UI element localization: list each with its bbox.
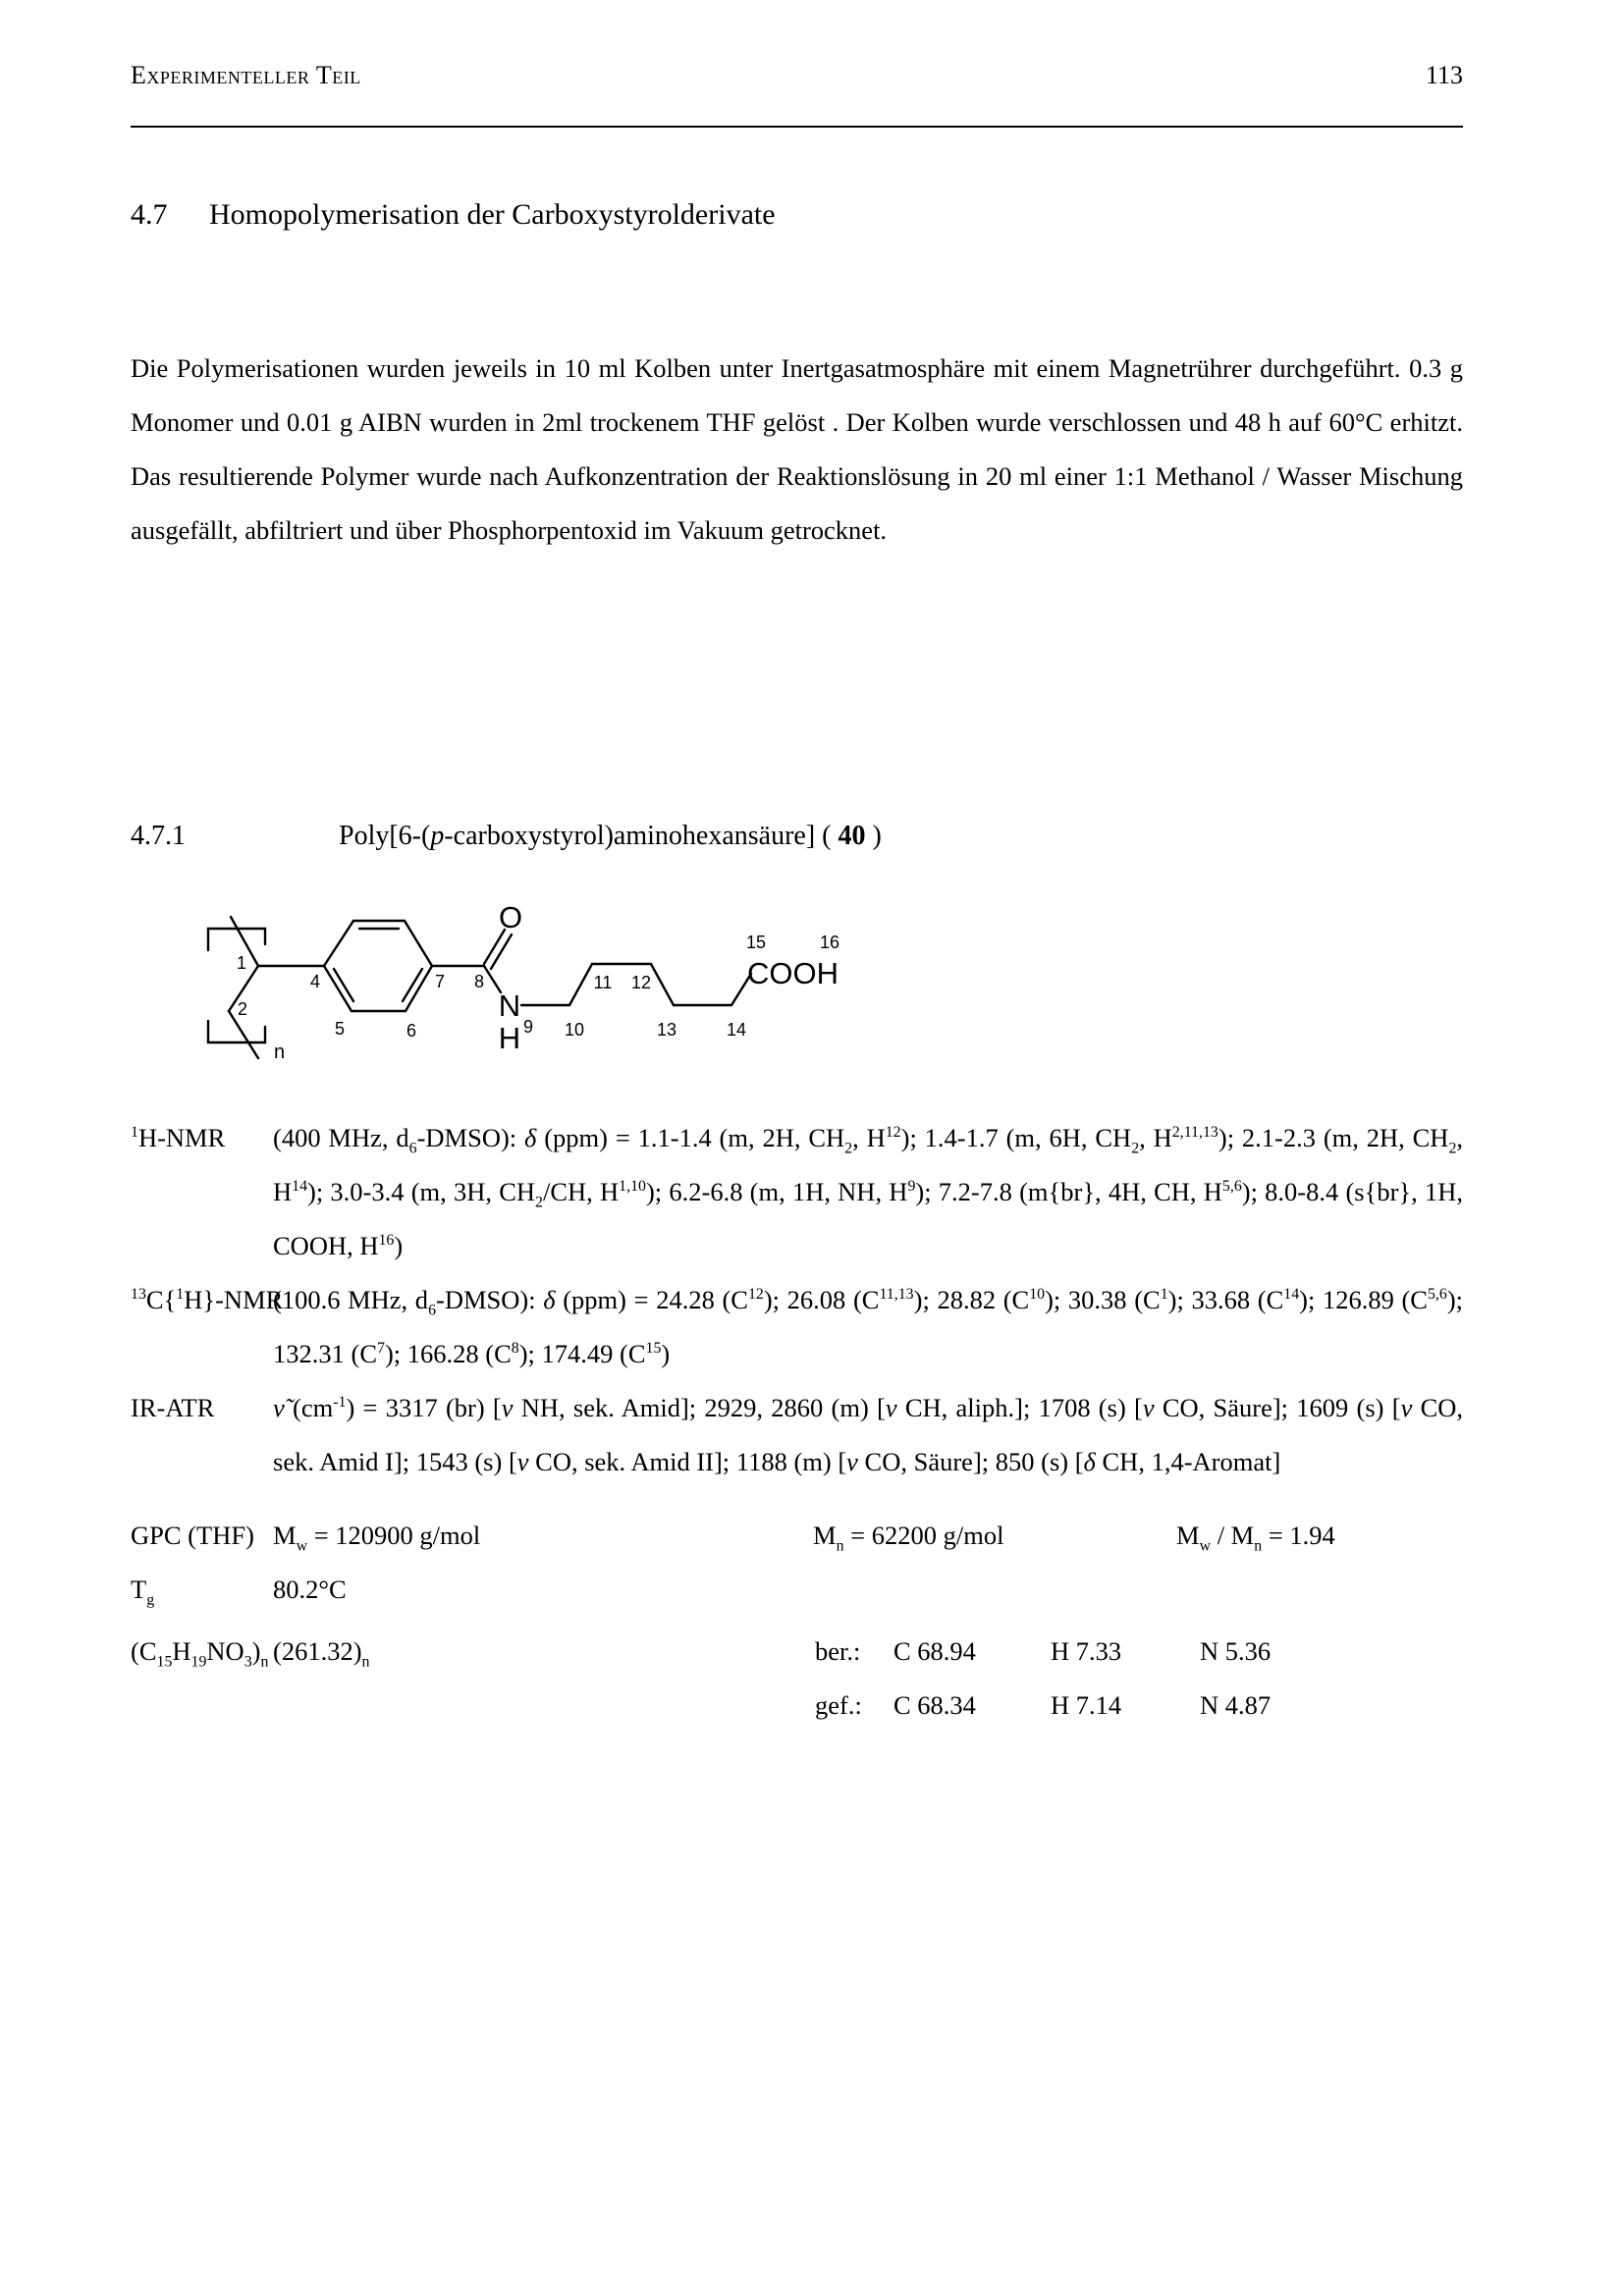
elemental-key: gef.: (815, 1690, 862, 1720)
polymer-structure-drawing (131, 878, 896, 1084)
mn-value: $M_n = 62200$ g/mol (813, 1521, 1004, 1555)
repeat-index-label: n (274, 1041, 286, 1063)
label-position-2: 2 (237, 999, 248, 1019)
subsection-number: 4.7.1 (131, 821, 186, 851)
elemental-hydrogen: H 7.33 (1051, 1636, 1122, 1666)
header-divider (131, 126, 1463, 128)
property-label-c-nmr: $^{13}$C{$^1$H}-NMR (131, 1285, 284, 1314)
label-position-10: 10 (564, 1020, 585, 1040)
property-label-gpc: GPC (THF) (131, 1521, 254, 1550)
label-position-1: 1 (236, 953, 246, 973)
elemental-hydrogen: H 7.14 (1051, 1690, 1122, 1720)
elemental-carbon: C 68.94 (893, 1636, 976, 1666)
page-number: 113 (1425, 61, 1463, 89)
elemental-analysis (815, 1625, 1463, 1733)
subsection-title: Poly[6-(p-carboxystyrol)aminohexansäure] ( 40 ) (339, 821, 882, 851)
property-row-c-nmr (131, 1273, 1463, 1381)
property-label-tg: $T_g$ (131, 1575, 155, 1609)
nitrogen-atom-label: N (498, 988, 521, 1023)
tg-value: 80.2°C (273, 1575, 347, 1604)
sum-formula-label: $(C_{15}H_{19}NO_3)_n$ (131, 1636, 269, 1671)
label-position-9: 9 (523, 1017, 534, 1037)
elemental-row-calculated (815, 1625, 1463, 1679)
intro-paragraph: Die Polymerisationen wurden jeweils in 10 ml Kolben unter Inertgasatmosphäre mit einem Magnetrührer durchgeführt. 0.3 g Monomer und 0.01 g AIBN wurden in 2ml trockenem THF gelöst . Der Kolben wurde verschlossen und 48 h auf 60°C erhitzt. Das resultierende Polymer wurde nach Aufkonzentration der Reaktionslösung in 20 ml einer 1:1 Methanol / Wasser Mischung ausgefällt, abfiltriert und über Phosphorpentoxid im Vakuum getrocknet. (131, 353, 1463, 545)
section-number: 4.7 (131, 198, 168, 231)
section-title: Homopolymerisation der Carboxystyrolderivate (209, 198, 776, 231)
label-position-16: 16 (819, 933, 840, 952)
elemental-row-found (815, 1679, 1463, 1733)
label-position-13: 13 (656, 1020, 677, 1040)
property-row-tg (131, 1563, 1463, 1617)
property-row-gpc (131, 1509, 1463, 1563)
label-position-4: 4 (309, 972, 320, 991)
elemental-carbon: C 68.34 (893, 1690, 976, 1720)
label-position-7: 7 (434, 972, 446, 991)
property-row-ir-atr (131, 1381, 1463, 1489)
molar-mass-value: $(261.32)_n$ (273, 1636, 370, 1671)
oxygen-atom-label: O (498, 900, 523, 934)
chemical-structure-figure (131, 878, 1463, 1084)
mw-value: $M_w = 120900$ g/mol (273, 1521, 481, 1555)
cooh-group-label: COOH (747, 956, 839, 990)
label-position-8: 8 (473, 972, 485, 991)
pdi-value: $M_w / M_n = 1.94$ (1176, 1521, 1335, 1555)
label-position-5: 5 (334, 1019, 346, 1039)
header-title: Experimenteller Teil (131, 61, 361, 89)
property-label-ir-atr: IR-ATR (131, 1393, 215, 1422)
label-position-14: 14 (726, 1020, 747, 1040)
subsection-heading (131, 821, 1463, 852)
characterization-list (131, 1111, 1463, 1733)
property-value-h-nmr: (400 MHz, $d_6-DMSO$): δ (ppm) = 1.1-1.4 (m, 2H, $CH_2$, $H^{12}$); 1.4-1.7 (m, 6H, $CH_2$, H$^{2,11,13}$); 2.1-2.3 (m, 2H, $CH_2$, $H^{14}$); 3.0-3.4 (m, 3H, $CH_2/CH$, H$^{1,10}$); 6.2-6.8 (m, 1H, NH, $H^9$); 7.2-7.8 (m{br}, 4H, CH, H$^{5,6}$); 8.0-8.4 (s{br}, 1H, COOH, $H^{16}$) (273, 1123, 1464, 1260)
amide-hydrogen-label: H (498, 1021, 521, 1055)
property-value-c-nmr: (100.6 MHz, $d_6-DMSO$): δ (ppm) = 24.28 $(C^{12})$; 26.08 $(C^{11,13})$; 28.82 $(C^{10})$; 30.38 $(C^1)$; 33.68 $(C^{14})$; 126.89 $(C^{5,6})$; 132.31 $(C^7)$; 166.28 $(C^8)$; 174.49 $(C^{15})$ (273, 1285, 1464, 1368)
property-value-ir-atr: ν̃ $(cm^{-1}) = 3317$ (br) [ν NH, sek. Amid]; 2929, 2860 (m) [ν CH, aliph.]; 1708 (s) [ν CO, Säure]; 1609 (s) [ν CO, sek. Amid I]; 1543 (s) [ν CO, sek. Amid II]; 1188 (m) [ν CO, Säure]; 850 (s) [δ CH, 1,4-Aromat] (273, 1393, 1464, 1476)
label-position-12: 12 (630, 973, 652, 992)
position-number-labels (237, 933, 839, 1063)
elemental-nitrogen: N 4.87 (1200, 1690, 1271, 1720)
property-row-formula (131, 1625, 1463, 1733)
label-position-11: 11 (593, 973, 613, 992)
elemental-nitrogen: N 5.36 (1200, 1636, 1271, 1666)
label-position-6: 6 (406, 1021, 417, 1041)
elemental-key: ber.: (815, 1636, 861, 1666)
property-row-h-nmr (131, 1111, 1463, 1273)
formula-values (273, 1625, 1463, 1733)
property-label-h-nmr: $^1$H-NMR (131, 1123, 226, 1152)
gpc-values (273, 1509, 1463, 1563)
running-header (131, 61, 1463, 90)
section-heading (131, 198, 1463, 232)
label-position-15: 15 (745, 933, 767, 952)
